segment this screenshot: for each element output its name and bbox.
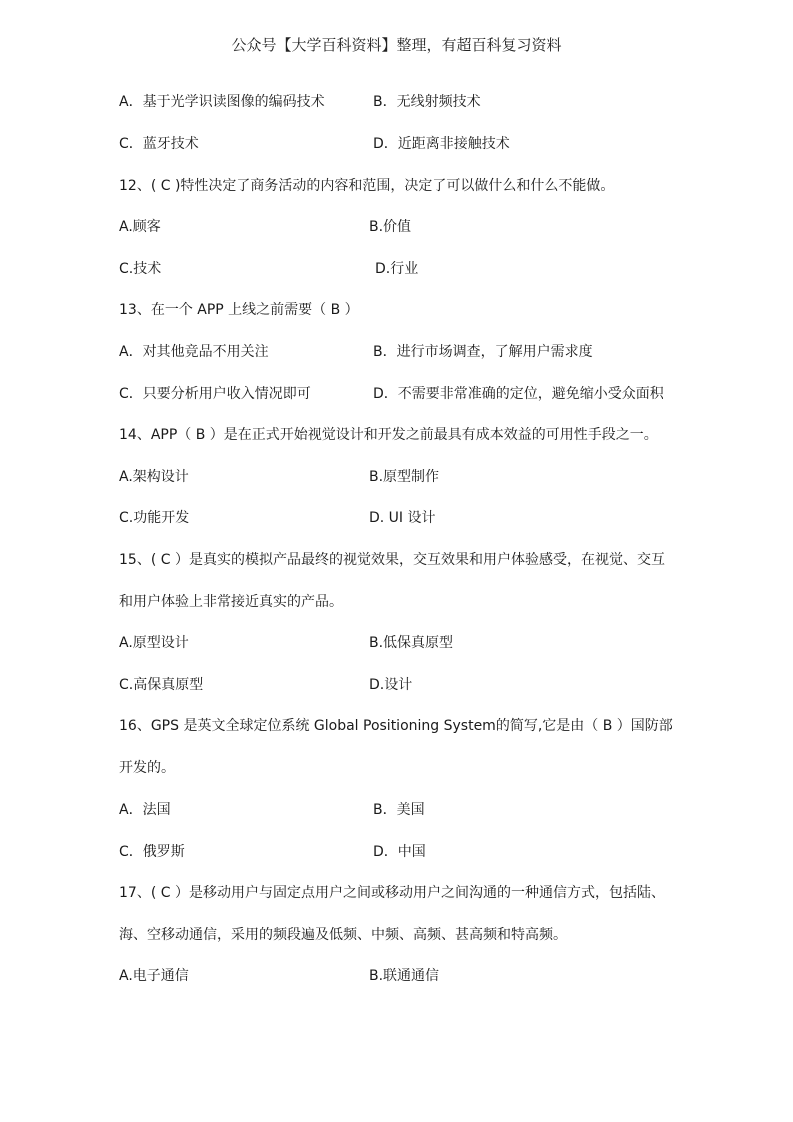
- q15-option-d: D.设计: [369, 677, 413, 693]
- q13-option-b: B．进行市场调查，了解用户需求度: [373, 344, 593, 360]
- q13-option-c: C．只要分析用户收入情况即可: [119, 386, 311, 402]
- q17-option-a: A.电子通信: [119, 968, 189, 984]
- q16-option-a: A．法国: [119, 802, 171, 818]
- q13-option-d: D．不需要非常准确的定位，避免缩小受众面积: [373, 386, 664, 402]
- q12-option-a: A.顾客: [119, 219, 161, 235]
- q11-option-b: B．无线射频技术: [373, 94, 481, 110]
- q17-stem-line2: 海、空移动通信，采用的频段遍及低频、中频、高频、甚高频和特高频。: [119, 927, 567, 943]
- q11-option-a: A．基于光学识读图像的编码技术: [119, 94, 325, 110]
- q14-option-b: B.原型制作: [369, 469, 440, 485]
- q17-stem-line1: 17、( C ）是移动用户与固定点用户之间或移动用户之间沟通的一种通信方式，包括陆、: [119, 885, 665, 901]
- q14-option-d: D. UI 设计: [369, 510, 436, 526]
- q15-option-b: B.低保真原型: [369, 635, 454, 651]
- q15-stem-line1: 15、( C ）是真实的模拟产品最终的视觉效果，交互效果和用户体验感受，在视觉、交互: [119, 552, 665, 568]
- q12-option-c: C.技术: [119, 261, 162, 277]
- q12-stem: 12、( C )特性决定了商务活动的内容和范围，决定了可以做什么和什么不能做。: [119, 178, 615, 194]
- q14-option-a: A.架构设计: [119, 469, 189, 485]
- q17-option-b: B.联通通信: [369, 968, 440, 984]
- q13-stem: 13、在一个 APP 上线之前需要（ B ）: [119, 302, 359, 318]
- q11-option-c: C．蓝牙技术: [119, 136, 199, 152]
- q15-option-a: A.原型设计: [119, 635, 189, 651]
- q14-option-c: C.功能开发: [119, 510, 190, 526]
- q15-stem-line2: 和用户体验上非常接近真实的产品。: [119, 594, 343, 610]
- q16-stem-line1: 16、GPS 是英文全球定位系统 Global Positioning System的简写,它是由（ B ）国防部: [119, 718, 673, 734]
- q16-option-c: C．俄罗斯: [119, 844, 185, 860]
- page-header: 公众号【大学百科资料】整理，有超百科复习资料: [231, 36, 562, 54]
- q11-option-d: D．近距离非接触技术: [373, 136, 510, 152]
- q15-option-c: C.高保真原型: [119, 677, 204, 693]
- q16-option-d: D．中国: [373, 844, 426, 860]
- q16-option-b: B．美国: [373, 802, 425, 818]
- q12-option-d: D.行业: [375, 261, 419, 277]
- q14-stem: 14、APP（ B ）是在正式开始视觉设计和开发之前最具有成本效益的可用性手段之一。: [119, 427, 658, 443]
- q13-option-a: A．对其他竞品不用关注: [119, 344, 269, 360]
- q16-stem-line2: 开发的。: [119, 760, 175, 776]
- q12-option-b: B.价值: [369, 219, 412, 235]
